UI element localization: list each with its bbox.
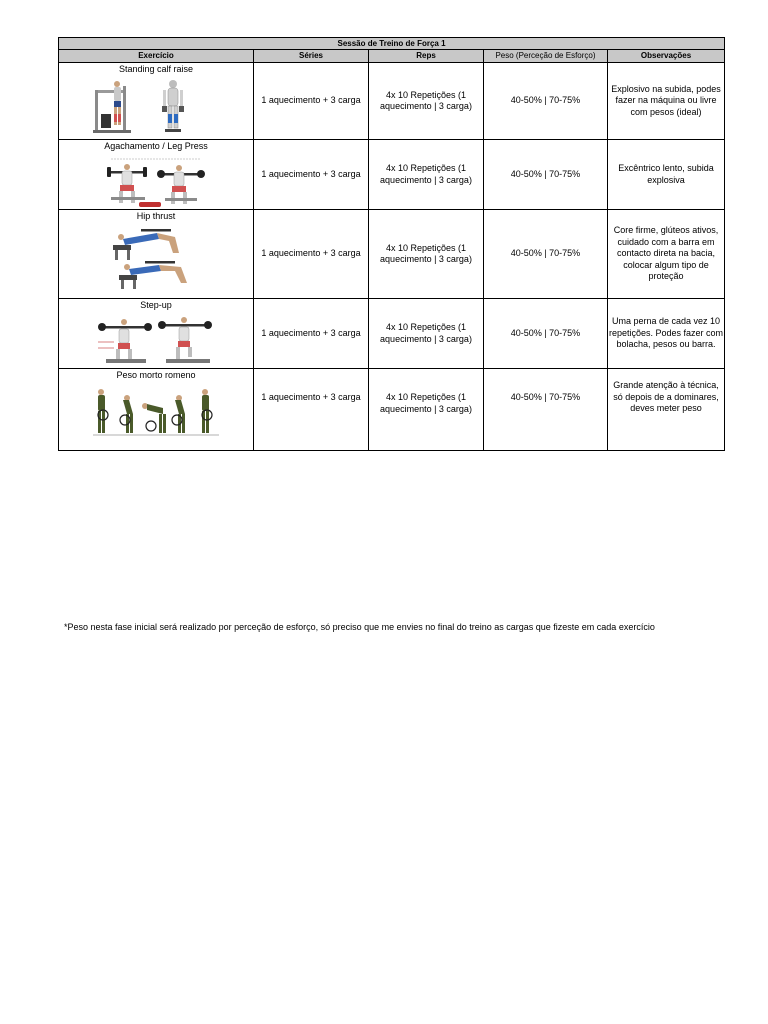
exercise-name: Peso morto romeno — [116, 370, 196, 380]
header-series: Séries — [254, 50, 369, 63]
series-cell: 1 aquecimento + 3 carga — [254, 63, 369, 140]
header-exercise: Exercício — [59, 50, 254, 63]
notes-cell: Core firme, glúteos ativos, cuidado com a barra em contacto direta na bacia, colocar algum tipo de proteção — [608, 210, 725, 299]
reps-cell: 4x 10 Repetições (1 aquecimento | 3 carga) — [369, 299, 484, 369]
weight-cell: 40-50% | 70-75% — [484, 369, 608, 451]
series-cell: 1 aquecimento + 3 carga — [254, 210, 369, 299]
weight-cell: 40-50% | 70-75% — [484, 210, 608, 299]
table-row — [59, 210, 725, 299]
exercise-cell — [59, 369, 254, 451]
exercise-cell — [59, 63, 254, 140]
reps-cell: 4x 10 Repetições (1 aquecimento | 3 carga) — [369, 210, 484, 299]
series-cell: 1 aquecimento + 3 carga — [254, 369, 369, 451]
reps-cell: 4x 10 Repetições (1 aquecimento | 3 carga) — [369, 140, 484, 210]
exercise-cell — [59, 210, 254, 299]
series-cell: 1 aquecimento + 3 carga — [254, 140, 369, 210]
weight-cell: 40-50% | 70-75% — [484, 140, 608, 210]
calf-raise-illustration — [91, 76, 221, 138]
exercise-cell — [59, 299, 254, 369]
exercise-name: Hip thrust — [136, 211, 176, 221]
header-reps: Reps — [369, 50, 484, 63]
table-row — [59, 63, 725, 140]
exercise-name: Agachamento / Leg Press — [104, 141, 208, 151]
notes-cell: Excêntrico lento, subida explosiva — [608, 140, 725, 210]
header-notes: Observações — [608, 50, 725, 63]
romanian-deadlift-illustration — [93, 382, 219, 442]
weight-cell: 40-50% | 70-75% — [484, 63, 608, 140]
exercise-name: Step-up — [140, 300, 172, 310]
footnote: *Peso nesta fase inicial será realizado por perceção de esforço, só preciso que me envies no final do treino as cargas que fizeste em cada exercício — [64, 622, 655, 632]
notes-cell: Explosivo na subida, podes fazer na máquina ou livre com pesos (ideal) — [608, 63, 725, 140]
table-row — [59, 140, 725, 210]
step-up-illustration — [96, 312, 216, 368]
table-row — [59, 369, 725, 451]
exercise-cell — [59, 140, 254, 210]
squat-illustration — [101, 153, 211, 209]
notes-cell: Uma perna de cada vez 10 repetições. Podes fazer com bolacha, pesos ou barra. — [608, 299, 725, 369]
reps-cell: 4x 10 Repetições (1 aquecimento | 3 carga) — [369, 63, 484, 140]
series-cell: 1 aquecimento + 3 carga — [254, 299, 369, 369]
hip-thrust-illustration — [101, 223, 211, 291]
table-title: Sessão de Treino de Força 1 — [59, 38, 725, 50]
reps-cell: 4x 10 Repetições (1 aquecimento | 3 carga) — [369, 369, 484, 451]
training-table — [58, 37, 725, 451]
exercise-name: Standing calf raise — [118, 64, 194, 74]
header-weight: Peso (Perceção de Esforço) — [484, 50, 608, 63]
weight-cell: 40-50% | 70-75% — [484, 299, 608, 369]
table-row — [59, 299, 725, 369]
notes-cell: Grande atenção à técnica, só depois de a dominares, deves meter peso — [608, 369, 725, 451]
